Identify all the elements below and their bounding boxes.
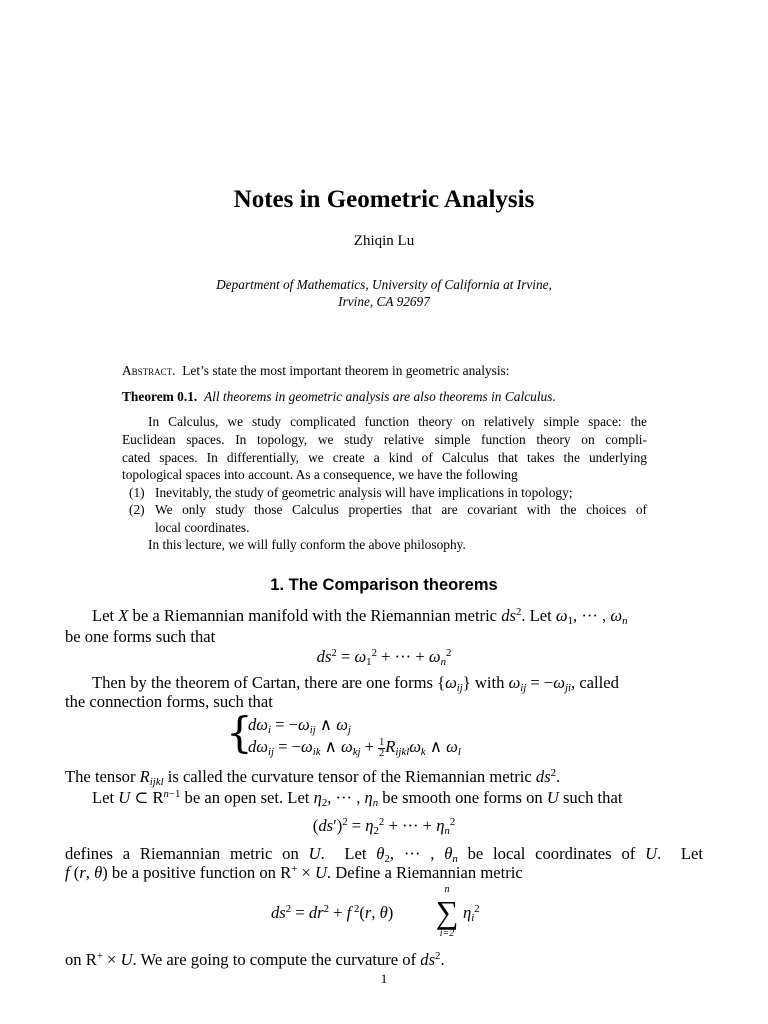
equation-warped-metric-term: $\eta_i^2$: [463, 903, 480, 925]
body-line-1: Let X be a Riemannian manifold with the Riemannian metric $ds^2$. Let $\omega_1$, ··· , $\omega_n$: [92, 606, 628, 628]
list-item-2-text-line-2: local coordinates.: [155, 520, 250, 535]
equation-metric-prime: $(ds')^2 = \eta_2^2$ + ··· + $\eta_n^2$: [312, 816, 456, 838]
body-line-6: Let U ⊂ $R^{n-1}$ be an open set. Let $\eta_2$, ··· , $\eta_n$ be smooth one forms on U such that: [92, 788, 623, 810]
body-line-5: The tensor $R_{ijkl}$ is called the curvature tensor of the Riemannian metric $ds^2$.: [65, 767, 561, 789]
body-line-8: f (r, θ) be a positive function on R+ × U. Define a Riemannian metric: [65, 863, 523, 882]
list-item-1-text: Inevitably, the study of geometric analysis will have implications in topology;: [155, 485, 573, 500]
body-line-2: be one forms such that: [65, 627, 216, 646]
intro-line-4: topological spaces into account. As a consequence, we have the following: [122, 467, 518, 482]
equation-warped-metric: $ds^2 = dr^2 + f$ $^2$(r, θ): [271, 903, 394, 922]
theorem: [122, 389, 556, 405]
body-line-4: the connection forms, such that: [65, 692, 273, 711]
body-line-3: Then by the theorem of Cartan, there are one forms $\{\omega_{ij}\}$ with $\omega_{ij} = -\omega_{ji}$, called: [92, 673, 619, 695]
summation-symbol: n ∑ i=2: [435, 884, 459, 939]
theorem-text: All theorems in geometric analysis are also theorems in Calculus.: [203, 389, 556, 404]
list-item-1-number: (1): [129, 485, 145, 500]
affiliation-line-1: Department of Mathematics, University of California at Irvine,: [216, 277, 552, 292]
theorem-label: Theorem 0.1.: [122, 389, 198, 404]
structure-equation-1: $d\omega_i = -\omega_{ij}$ ∧ $\omega_j$: [248, 715, 351, 737]
intro-line-2: Euclidean spaces. In topology, we study relative simple function theory on compli-: [122, 432, 647, 447]
abstract: [122, 363, 509, 379]
closing-line: In this lecture, we will fully conform the above philosophy.: [148, 537, 466, 552]
intro-line-3: cated spaces. In differentially, we create a kind of Calculus that takes the underlying: [122, 450, 647, 465]
abstract-text: Let’s state the most important theorem in geometric analysis:: [182, 363, 510, 378]
structure-equation-2: $d\omega_{ij} = -\omega_{ik}$ ∧ $\omega_{kj}$ + $\frac{1}{2}$ $R_{ijkl}\omega_k$ ∧ $\omega_l$: [248, 736, 461, 759]
list-item-2-text-line-1: We only study those Calculus properties that are covariant with the choices of: [155, 502, 647, 517]
equation-metric: $ds^2 = \omega_1^2$ + ··· + $\omega_n^2$: [316, 647, 452, 669]
body-line-7: defines a Riemannian metric on U. Let $\theta_2$, ··· , $\theta_n$ be local coordinates of U. Let: [65, 844, 703, 866]
affiliation-line-2: Irvine, CA 92697: [338, 294, 430, 309]
list-item-2-number: (2): [129, 502, 145, 517]
intro-line-1: In Calculus, we study complicated function theory on relatively simple space: the: [148, 414, 647, 429]
paper-title: Notes in Geometric Analysis: [233, 186, 535, 213]
abstract-label: Abstract.: [122, 363, 176, 378]
section-heading: 1. The Comparison theorems: [270, 576, 498, 594]
author-name: Zhiqin Lu: [353, 233, 415, 249]
page-number: 1: [380, 971, 388, 986]
equation-brace: {: [226, 708, 253, 757]
body-line-9: on R+ × U. We are going to compute the curvature of $ds^2$.: [65, 950, 445, 969]
